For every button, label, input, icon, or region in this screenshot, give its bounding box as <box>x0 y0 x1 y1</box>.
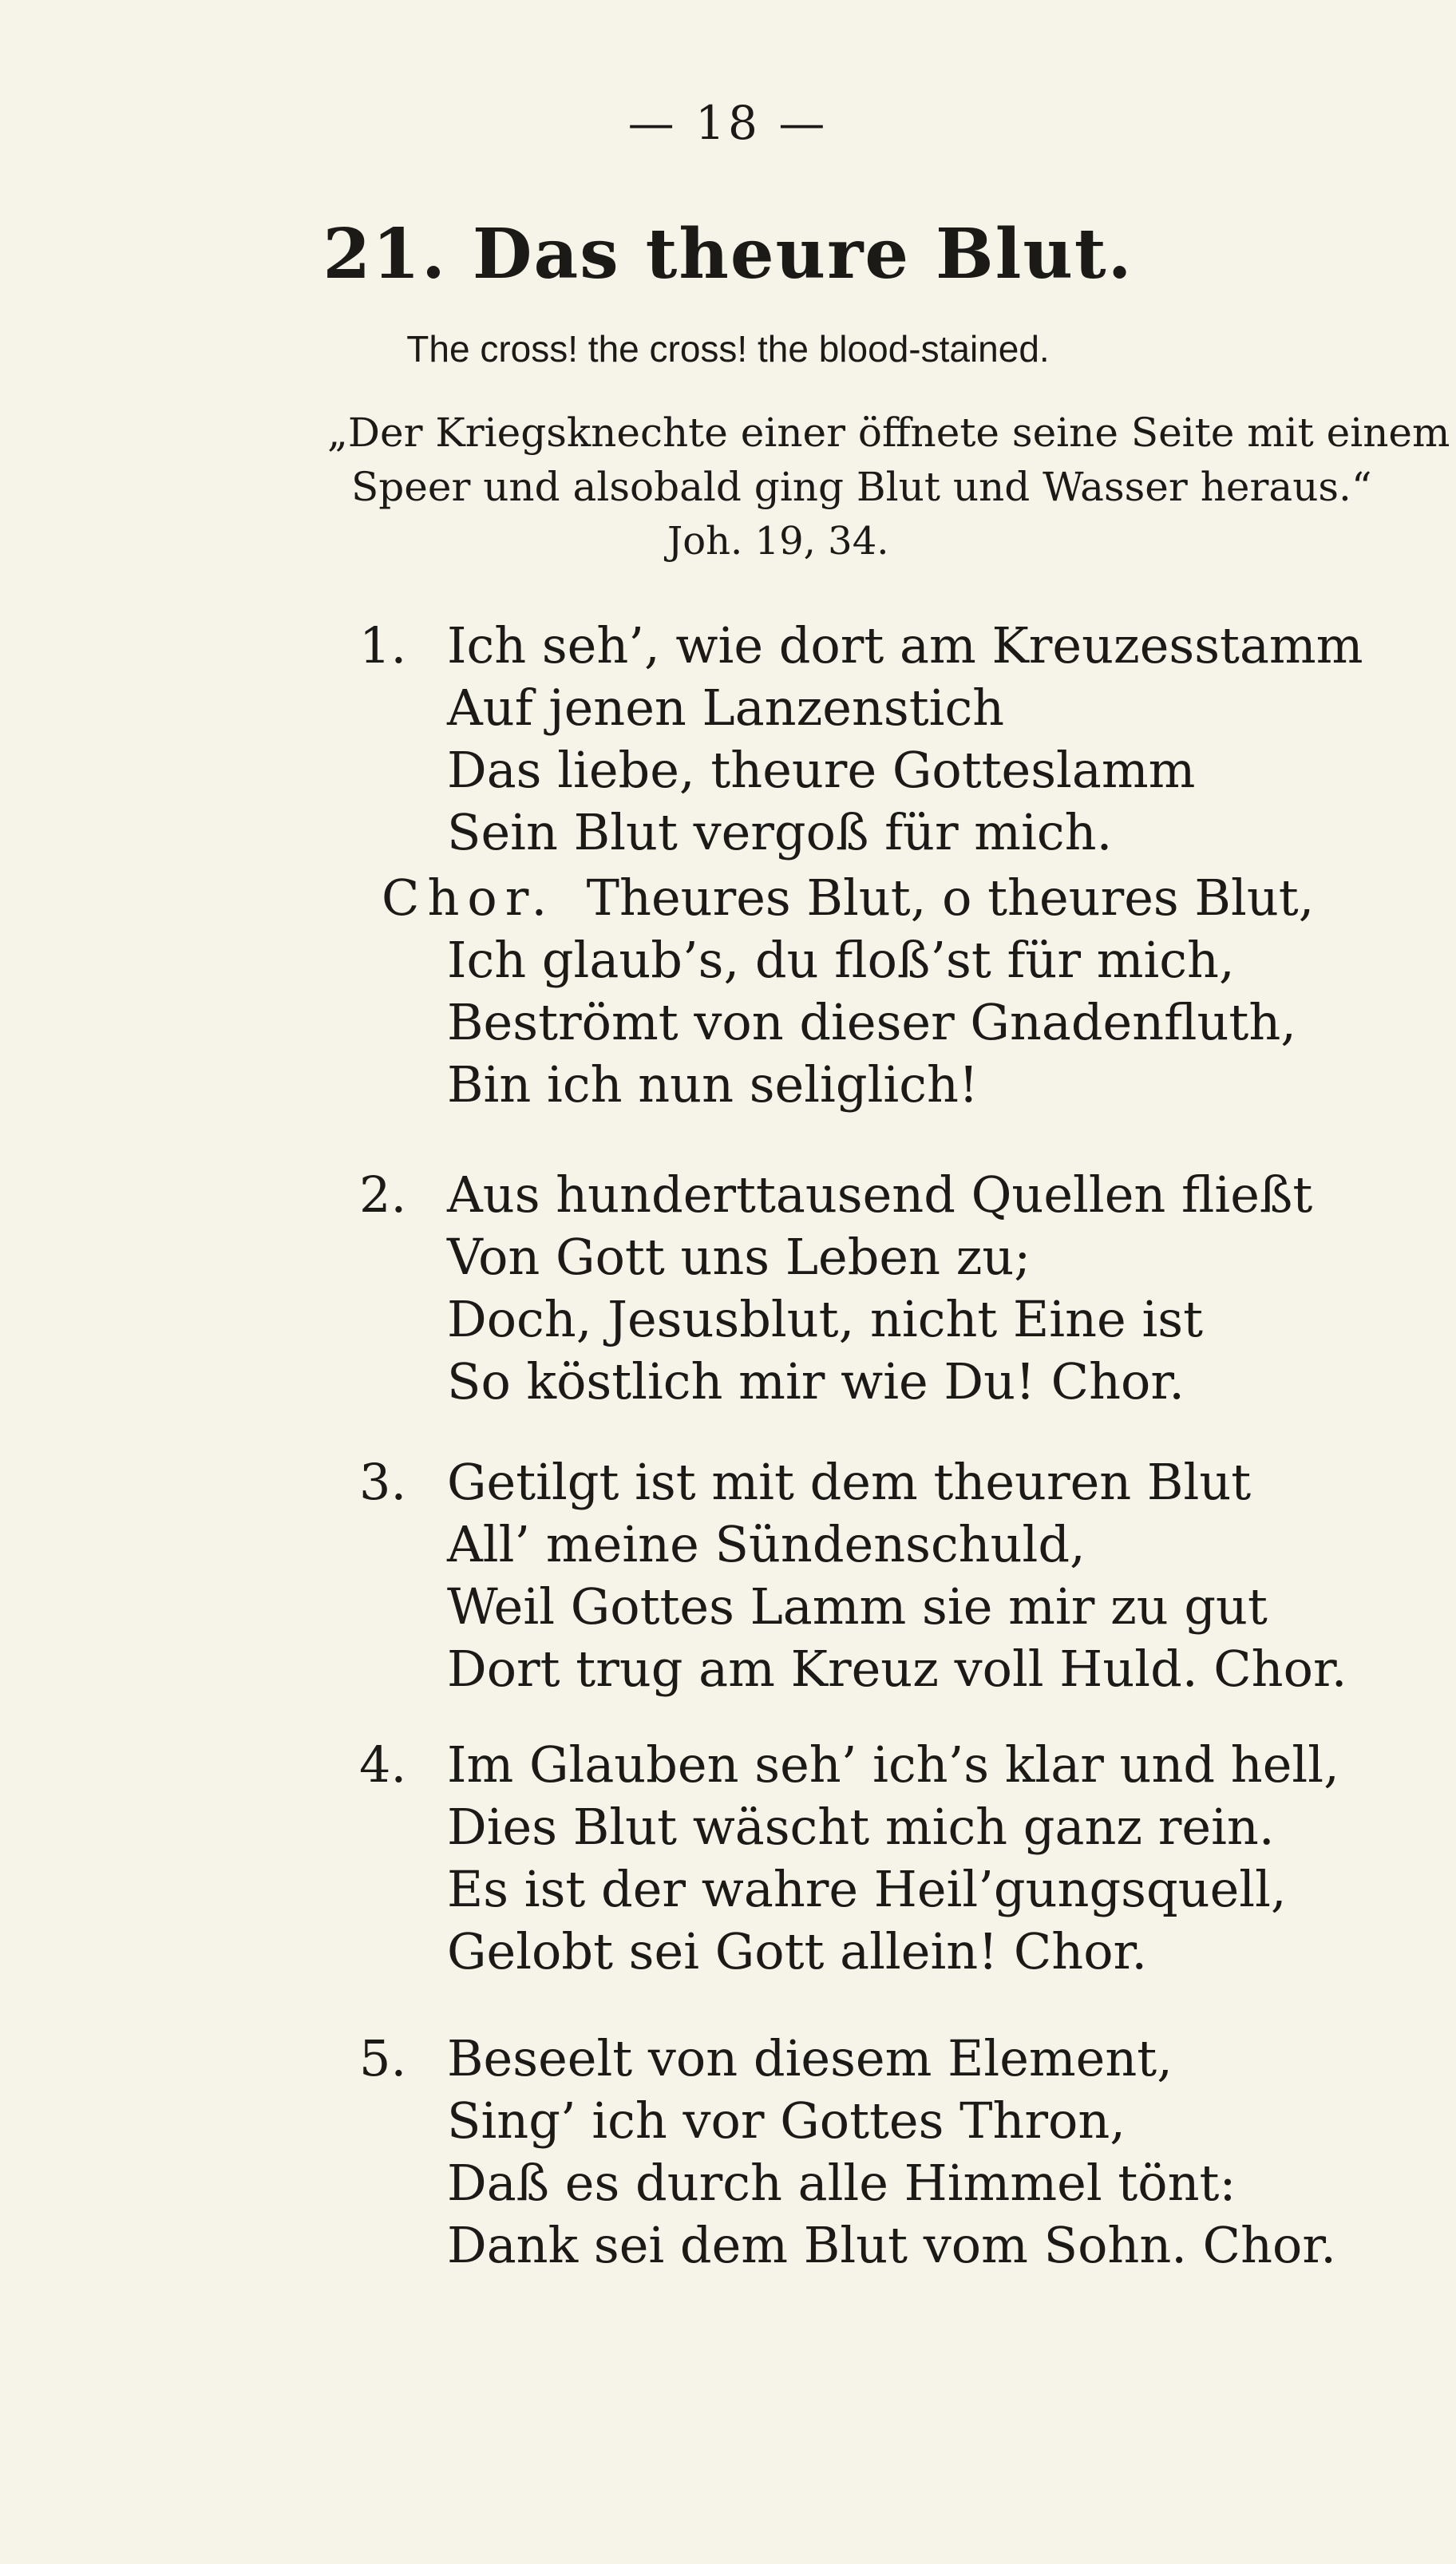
stanza-line: So köstlich mir wie Du! Chor. <box>447 1352 1185 1411</box>
stanza-2 <box>359 1164 1312 1413</box>
epigraph-line: „Der Kriegsknechte einer öffnete seine Seite mit einem <box>327 410 1450 456</box>
scripture-epigraph <box>327 406 1456 568</box>
stanza-line: Beseelt von diesem Element, <box>447 2029 1173 2087</box>
stanza-3 <box>359 1451 1347 1700</box>
chorus-line: Beströmt von dieser Gnadenfluth, <box>447 993 1296 1051</box>
chorus-label: Chor. <box>382 869 556 927</box>
stanza-line: Dort trug am Kreuz voll Huld. Chor. <box>447 1640 1347 1698</box>
chorus-line: Theures Blut, o theures Blut, <box>586 869 1315 927</box>
stanza-line: Im Glauben seh’ ich’s klar und hell, <box>447 1735 1339 1794</box>
stanza-number: 1. <box>359 616 407 675</box>
epigraph-line: Speer und alsobald ging Blut und Wasser heraus.“ <box>351 464 1372 510</box>
stanza-line: Doch, Jesusblut, nicht Eine ist <box>447 1290 1204 1348</box>
tune-name: The cross! the cross! the blood-stained. <box>406 328 1050 370</box>
scripture-reference: Joh. 19, 34. <box>667 519 889 564</box>
stanza-number: 3. <box>359 1453 407 1511</box>
stanza-line: Auf jenen Lanzenstich <box>447 679 1005 737</box>
stanza-line: Weil Gottes Lamm sie mir zu gut <box>447 1577 1268 1636</box>
stanza-number: 5. <box>359 2029 407 2087</box>
hymn-title: 21. Das theure Blut. <box>322 214 1134 295</box>
stanza-line: Dies Blut wäscht mich ganz rein. <box>447 1798 1275 1856</box>
stanza-line: Sein Blut vergoß für mich. <box>447 803 1113 861</box>
page-number: — 18 — <box>627 96 829 150</box>
chorus-line: Ich glaub’s, du floß’st für mich, <box>447 931 1235 989</box>
chorus-line: Bin ich nun seliglich! <box>447 1055 979 1114</box>
stanza-1 <box>359 615 1363 864</box>
stanza-line: Von Gott uns Leben zu; <box>447 1228 1031 1286</box>
stanza-line: Daß es durch alle Himmel tönt: <box>447 2154 1236 2212</box>
stanza-line: Getilgt ist mit dem theuren Blut <box>447 1453 1252 1511</box>
stanza-line: Aus hunderttausend Quellen fließt <box>447 1165 1313 1224</box>
stanza-line: Dank sei dem Blut vom Sohn. Chor. <box>447 2216 1336 2274</box>
stanza-line: All’ meine Sündenschuld, <box>447 1515 1086 1573</box>
stanza-line: Sing’ ich vor Gottes Thron, <box>447 2091 1126 2150</box>
stanza-number: 2. <box>359 1165 407 1224</box>
stanza-5 <box>359 2028 1336 2277</box>
stanza-line: Gelobt sei Gott allein! Chor. <box>447 1922 1148 1980</box>
stanza-number: 4. <box>359 1735 407 1794</box>
stanza-line: Ich seh’, wie dort am Kreuzesstamm <box>447 616 1363 675</box>
chorus <box>382 867 1314 1116</box>
stanza-4 <box>359 1734 1339 1983</box>
stanza-line: Das liebe, theure Gotteslamm <box>447 741 1196 799</box>
stanza-line: Es ist der wahre Heil’gungsquell, <box>447 1860 1287 1918</box>
